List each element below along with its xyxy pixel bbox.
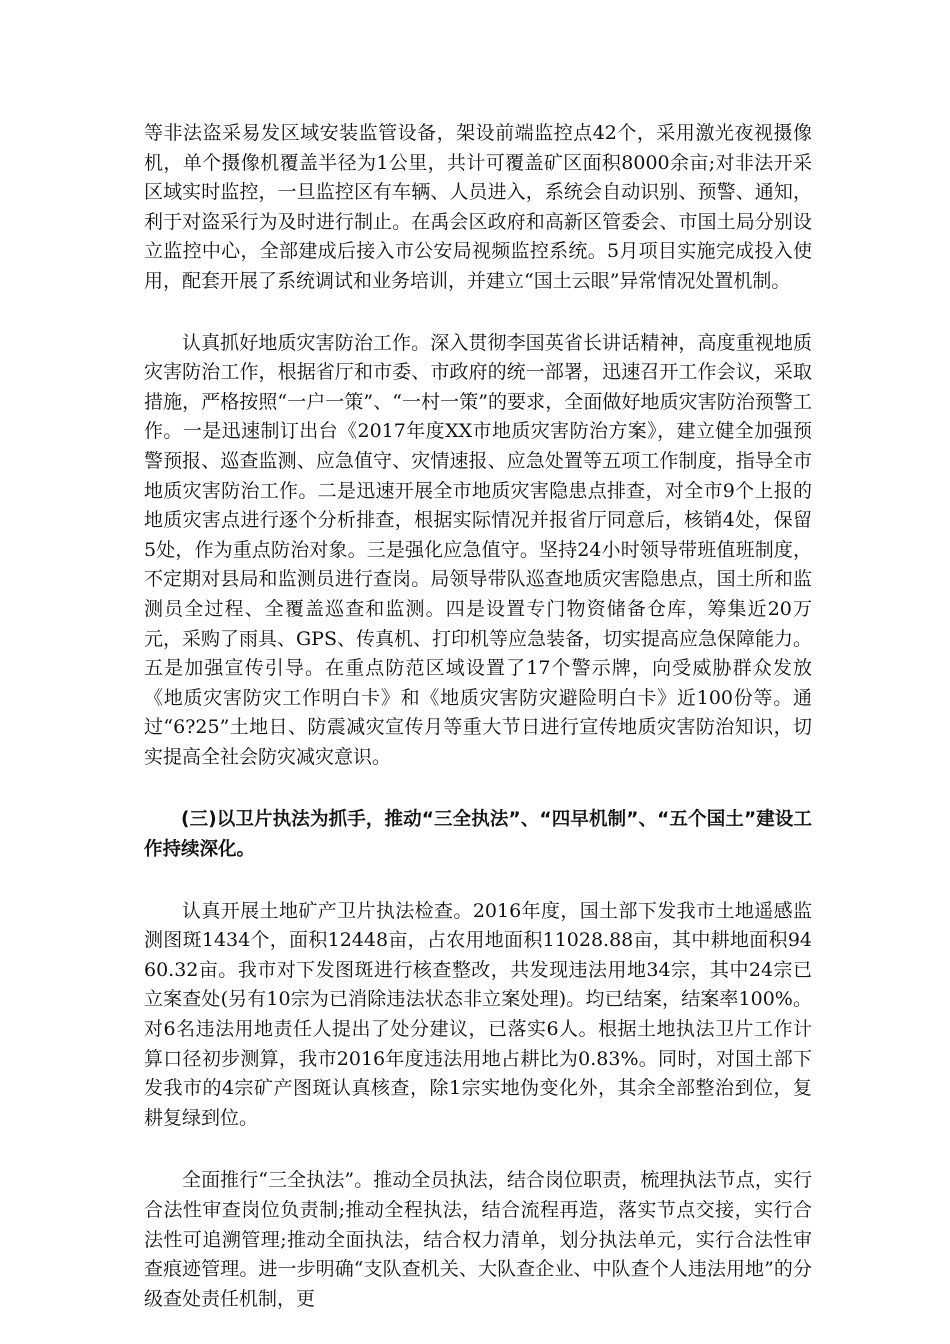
paragraph-satellite-enforcement: 认真开展土地矿产卫片执法检查。2016年度，国土部下发我市土地遥感监测图斑1434个，面积12448亩，占农用地面积11028.88亩，其中耕地面积9460.32亩。我市对下发图斑进行核查整改，共发现违法用地34宗，其中24宗已立案查处(另有10宗为已消除违法状态非立案处理)。均已结案，结案率100%。对6名违法用地责任人提出了处分建议，已落实6人。根据土地执法卫片工作计算口径初步测算，我市2016年度违法用地占耕比为0.83%。同时，对国土部下发我市的4宗矿产图斑认真核查，除1宗实地伪变化外，其余全部整治到位，复耕复绿到位。 <box>144 899 812 1129</box>
paragraph-geological-disaster: 认真抓好地质灾害防治工作。深入贯彻李国英省长讲话精神，高度重视地质灾害防治工作，根据省厅和市委、市政府的统一部署，迅速召开工作会议，采取措施，严格按照“一户一策”、“一村一策”的要求，全面做好地质灾害防治预警工作。一是迅速制订出台《2017年度XX市地质灾害防治方案》，建立健全加强预警预报、巡查监测、应急值守、灾情速报、应急处置等五项工作制度，指导全市地质灾害防治工作。二是迅速开展全市地质灾害隐患点排查，对全市9个上报的地质灾害点进行逐个分析排查，根据实际情况并报省厅同意后，核销4处，保留5处，作为重点防治对象。三是强化应急值守。坚持24小时领导带班值班制度，不定期对县局和监测员进行查岗。局领导带队巡查地质灾害隐患点，国土所和监测员全过程、全覆盖巡查和监测。四是设置专门物资储备仓库，筹集近20万元，采购了雨具、GPS、传真机、打印机等应急装备，切实提高应急保障能力。五是加强宣传引导。在重点防范区域设置了17个警示牌，向受威胁群众发放《地质灾害防灾工作明白卡》和《地质灾害防灾避险明白卡》近100份等。通过“6?25”土地日、防震减灾宣传月等重大节日进行宣传地质灾害防治知识，切实提高全社会防灾减灾意识。 <box>144 331 812 768</box>
paragraph-monitoring: 等非法盗采易发区域安装监管设备，架设前端监控点42个，采用激光夜视摄像机，单个摄像机覆盖半径为1公里，共计可覆盖矿区面积8000余亩;对非法开采区域实时监控，一旦监控区有车辆、人员进入，系统会自动识别、预警、通知，利于对盗采行为及时进行制止。在禹会区政府和高新区管委会、市国土局分别设立监控中心，全部建成后接入市公安局视频监控系统。5月项目实施完成投入使用，配套开展了系统调试和业务培训，并建立“国土云眼”异常情况处置机制。 <box>144 122 812 292</box>
document-page <box>144 119 812 1314</box>
paragraph-three-full-enforcement: 全面推行“三全执法”。推动全员执法，结合岗位职责，梳理执法节点，实行合法性审查岗位负责制;推动全程执法，结合流程再造，落实节点交接，实行合法性可追溯管理;推动全面执法，结合权力清单，划分执法单元，实行合法性审查痕迹管理。进一步明确“支队查机关、大队查企业、中队查个人违法用地”的分级查处责任机制，更 <box>144 1169 812 1310</box>
section-heading: (三)以卫片执法为抓手，推动“三全执法”、“四早机制”、“五个国土”建设工作持续深化。 <box>144 809 812 861</box>
